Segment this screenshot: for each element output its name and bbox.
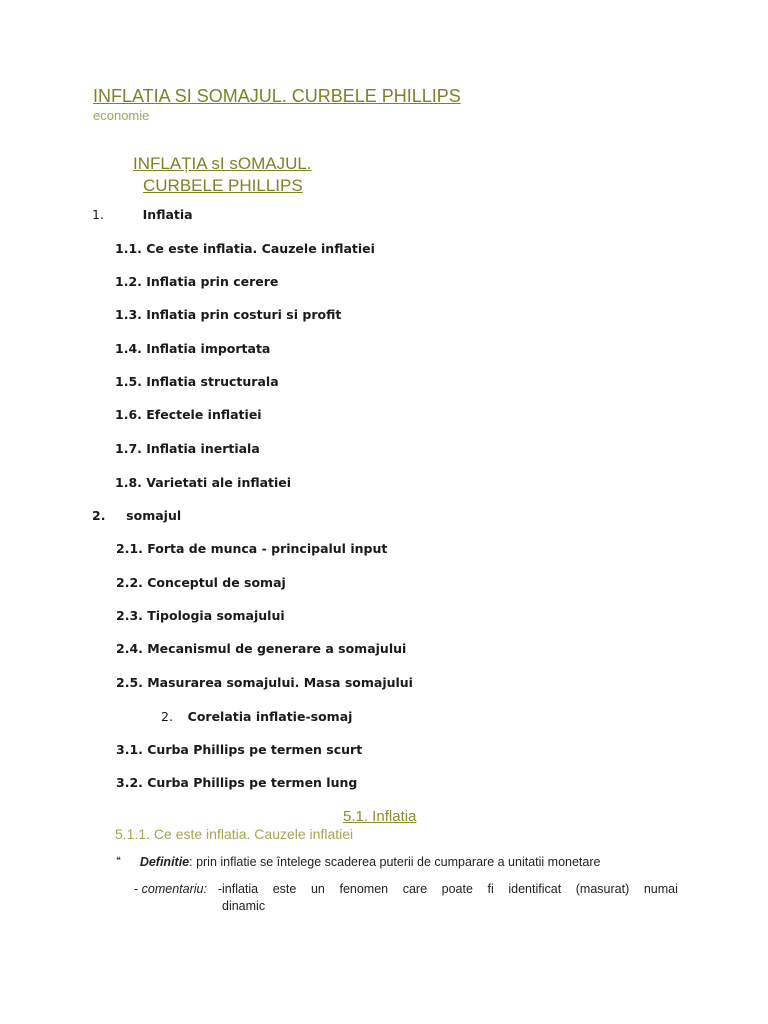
comment-word: poate [441, 882, 473, 896]
toc-item: 3.2. Curba Phillips pe termen lung [116, 775, 358, 790]
toc-chapter-2 [92, 508, 181, 523]
subsection-heading: 5.1.1. Ce este inflatia. Cauzele inflatiei [115, 826, 354, 842]
comment-word: care [402, 882, 428, 896]
toc-item: 1.8. Varietati ale inflatiei [115, 475, 292, 490]
toc-chapter-number: 2. [92, 508, 106, 523]
toc-chapter-3 [161, 709, 352, 724]
toc-item: 2.5. Masurarea somajului. Masa somajului [116, 675, 413, 690]
comment-paragraph [134, 882, 222, 896]
comment-word: fenomen [339, 882, 389, 896]
toc-item: 2.4. Mecanismul de generare a somajului [116, 641, 407, 656]
comment-word: este [272, 882, 297, 896]
heading-line-2: CURBELE PHILLIPS [143, 176, 303, 195]
document-category: economie [93, 108, 150, 123]
document-title: INFLATIA SI SOMAJUL. CURBELE PHILLIPS [93, 86, 461, 106]
comment-word: identificat [508, 882, 562, 896]
heading-line-1: INFLAȚIA sI sOMAJUL. [133, 154, 312, 173]
toc-chapter-number: 2. [161, 709, 173, 724]
definition-paragraph [116, 855, 600, 869]
toc-chapter-label: somajul [126, 508, 182, 523]
comment-word: un [310, 882, 325, 896]
toc-item: 1.7. Inflatia inertiala [115, 441, 260, 456]
toc-chapter-1 [92, 207, 193, 222]
toc-item: 2.2. Conceptul de somaj [116, 575, 286, 590]
toc-item: 2.3. Tipologia somajului [116, 608, 285, 623]
toc-item: 1.3. Inflatia prin costuri si profit [115, 307, 342, 322]
comment-label: comentariu: [141, 882, 207, 896]
toc-chapter-number: 1. [92, 207, 104, 222]
comment-line-2: dinamic [222, 899, 266, 913]
toc-item: 1.6. Efectele inflatiei [115, 407, 262, 422]
definition-text: : prin inflatie se întelege scaderea puterii de cumparare a unitatii monetare [189, 855, 601, 869]
toc-item: 1.5. Inflatia structurala [115, 374, 279, 389]
comment-word: fi [487, 882, 494, 896]
comment-line-1 [222, 882, 678, 896]
quote-bullet-icon: ❝ [116, 855, 121, 865]
comment-dash: - [217, 882, 223, 896]
toc-chapter-label: Corelatia inflatie-somaj [187, 709, 353, 724]
comment-prefix: - [134, 882, 142, 896]
toc-item: 2.1. Forta de munca - principalul input [116, 541, 388, 556]
toc-item: 1.1. Ce este inflatia. Cauzele inflatiei [115, 241, 375, 256]
section-heading: 5.1. Inflatia [343, 808, 417, 825]
comment-word: inflatia [222, 882, 259, 896]
toc-chapter-label: Inflatia [142, 207, 193, 222]
toc-item: 1.2. Inflatia prin cerere [115, 274, 279, 289]
toc-item: 3.1. Curba Phillips pe termen scurt [116, 742, 363, 757]
toc-item: 1.4. Inflatia importata [115, 341, 271, 356]
comment-word: (masurat) [575, 882, 630, 896]
definition-label: Definitie [139, 855, 190, 869]
comment-word: numai [643, 882, 678, 896]
